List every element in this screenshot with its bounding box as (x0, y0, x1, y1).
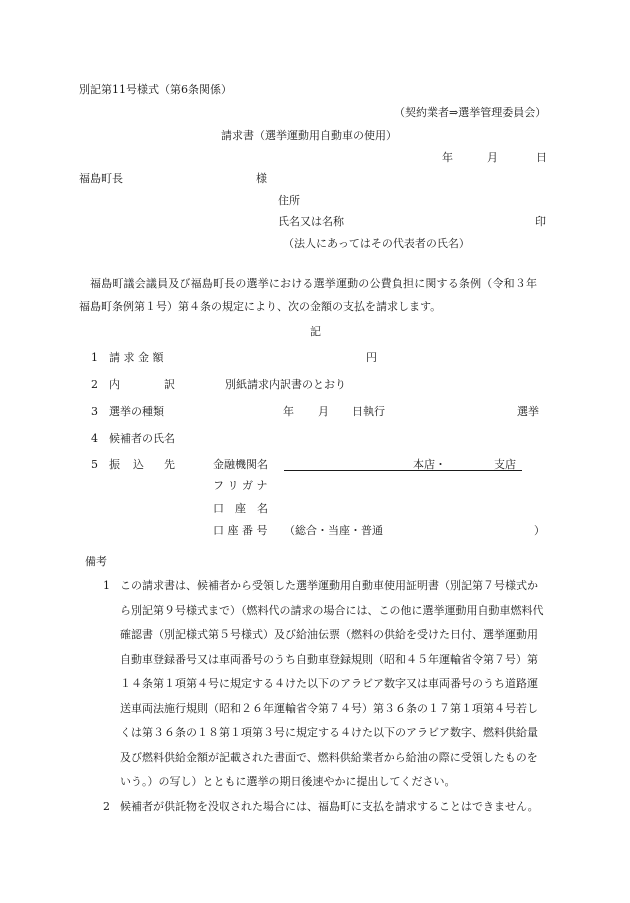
date-year: 年 (442, 151, 453, 164)
seal-mark: 印 (535, 215, 546, 228)
note-2-number: 2 (103, 800, 110, 813)
note-1-number: 1 (103, 579, 110, 592)
item-3-label: 選挙の種類 (109, 405, 164, 418)
item-2-value: 別紙請求内訳書のとおり (225, 378, 346, 391)
corp-note: （法人にあってはその代表者の氏名） (283, 237, 470, 250)
notes-heading: 備考 (85, 555, 107, 568)
account-types: （総合・当座・普通 (284, 524, 383, 537)
item-5-label-a: 振 (109, 458, 120, 471)
item-5-label-b: 込 (133, 458, 144, 471)
note-2-text: 候補者が供託物を没収された場合には、福島町に支払を請求することはできません。 (120, 800, 539, 813)
claim-paragraph: 福島町議会議員及び福島町長の選挙における選挙運動の公費負担に関する条例（令和３年福島町条例第１号）第４条の規定により、次の金額の支払を請求します。 (79, 277, 537, 313)
date-month: 月 (487, 151, 498, 164)
address-label: 住所 (278, 194, 300, 207)
item-3-number: 3 (91, 405, 98, 418)
bank-main-office: 本店・ (413, 458, 446, 471)
item-4-number: 4 (91, 432, 98, 445)
ki-marker: 記 (310, 325, 321, 338)
addressee-honorific: 様 (256, 172, 267, 185)
item-1-unit: 円 (366, 351, 377, 364)
account-types-close: ） (534, 524, 545, 537)
document-title: 請求書（選挙運動用自動車の使用） (221, 129, 397, 142)
item-1-number: 1 (91, 351, 98, 364)
addressee-name: 福島町長 (79, 172, 123, 185)
item-4-label: 候補者の氏名 (109, 432, 175, 445)
item-3-suffix: 選挙 (517, 405, 539, 418)
item-5-number: 5 (91, 458, 98, 471)
item-3-year: 年 (283, 405, 294, 418)
date-day: 日 (536, 151, 547, 164)
account-name-label: 口 座 名 (213, 502, 268, 515)
item-2-label-a: 内 (109, 378, 120, 391)
name-label: 氏名又は名称 (278, 215, 344, 228)
route-note: （契約業者⇒選挙管理委員会） (394, 106, 547, 119)
furigana-label: フ リ ガ ナ (213, 479, 268, 492)
item-2-number: 2 (91, 378, 98, 391)
item-1-label: 請 求 金 額 (109, 351, 164, 364)
account-number-label: 口 座 番 号 (213, 524, 268, 537)
item-5-label-c: 先 (164, 458, 175, 471)
bank-name-underline (284, 470, 522, 471)
form-id: 別記第11号様式（第6条関係） (79, 83, 232, 96)
bank-name-label: 金融機関名 (213, 458, 268, 471)
bank-branch: 支店 (494, 458, 516, 471)
item-3-day: 日執行 (352, 405, 385, 418)
item-3-month: 月 (318, 405, 329, 418)
note-1-text: この請求書は、候補者から受領した選挙運動用自動車使用証明書（別記第７号様式から別記第９号様式まで）（燃料代の請求の場合には、この他に選挙運動用自動車燃料代確認書（別記様式第５号様式）及び給油伝票（燃料の供給を受けた日付、選挙運動用自動車登録番号又は車両番号のうち自動車登録規則（昭和４５年運輸省令第７号）第１４条第１項第４号に規定する４けた以下のアラビア数字又は車両番号のうち道路運送車両法施行規則（昭和２６年運輸省令第７４号）第３６条の１７第１項第４号若しくは第３６条の１８第１項第３号に規定する４けた以下のアラビア数字、燃料供給量及び燃料供給金額が記載された書面で、燃料供給業者から給油の際に受領したものをいう。）の写し）とともに選挙の期日後速やかに提出してください。 (120, 579, 544, 788)
item-2-label-b: 訳 (164, 378, 175, 391)
